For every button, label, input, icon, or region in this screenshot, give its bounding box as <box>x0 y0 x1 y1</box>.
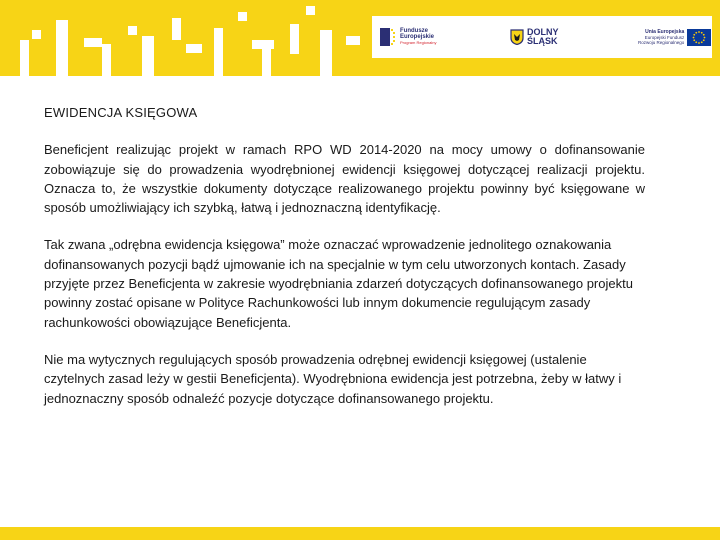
ue-line3: Rozwoju Regionalnego <box>638 39 685 45</box>
paragraph-1: Beneficjent realizując projekt w ramach RPO WD 2014-2020 na mocy umowy o dofinansowanie zobowiązuje się do prowadzenia wyodrębnionej ewidencji księgowej dotyczącej realizacji projektu. Oznacza to, że wszystkie dokumenty dotyczące realizowanego projektu powinny być księgowane w sposób umożliwiający ich szybką, łatwą i jednoznaczną identyfikację. <box>44 142 645 216</box>
unia-europejska-logo <box>638 16 711 58</box>
dolny-slask-line2: ŚLĄSK <box>527 36 558 46</box>
ue-line1: Unia Europejska <box>645 28 685 35</box>
eagle-crest-icon <box>510 29 524 45</box>
eu-flag-icon <box>687 29 711 46</box>
dolny-slask-logo <box>510 16 559 58</box>
fundusze-line3: Program Regionalny <box>400 40 437 45</box>
page-title: EWIDENCJA KSIĘGOWA <box>44 105 198 120</box>
decorative-pattern <box>0 0 372 76</box>
logo-bar <box>372 16 712 58</box>
fundusze-star-icon <box>380 26 396 48</box>
fundusze-line1: Fundusze <box>400 28 428 34</box>
slide-content <box>44 103 645 426</box>
bottom-banner <box>0 527 720 540</box>
top-banner <box>0 0 720 76</box>
paragraph-3: Nie ma wytycznych regulujących sposób prowadzenia odrębnej ewidencji księgowej (ustalenie czytelnych zasad leży w gestii Beneficjenta). Wyodrębniona ewidencja jest potrzebna, żeby w łatwy i jednoznaczny sposób odnaleźć pozycje dotyczące dofinansowanego projektu. <box>44 351 622 406</box>
dolny-slask-line1: DOLNY <box>527 27 559 37</box>
paragraph-2: Tak zwana „odrębna ewidencja księgowa” może oznaczać wprowadzenie jednolitego oznakowania dofinansowanych pozycji bądź ujmowanie ich na specjalnie w tym celu utworzonych kontach. Zasady przyjęte przez Beneficjenta w zakresie wyodrębniania zdarzeń dotyczących dofinansowanego projektu powinny zostać opisane w Polityce Rachunkowości lub innym dokumencie regulującym zasady rachunkowości obowiązujące Beneficjenta. <box>44 237 633 330</box>
fundusze-line2: Europejskie <box>400 34 435 40</box>
fundusze-europejskie-logo <box>380 16 436 58</box>
ue-line2: Europejski Fundusz <box>644 34 685 40</box>
